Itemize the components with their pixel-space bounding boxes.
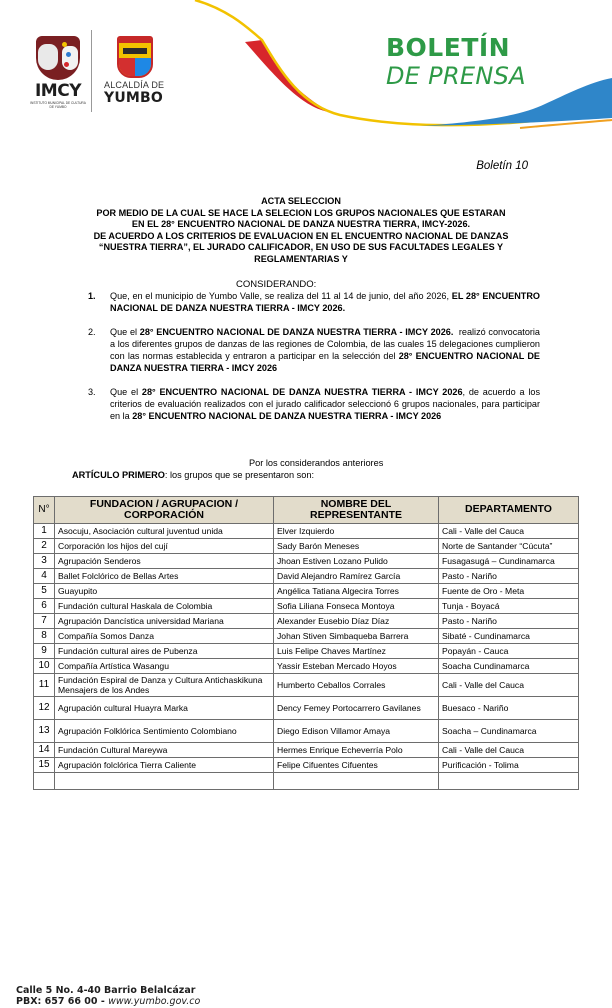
table-body	[34, 524, 579, 790]
cell-number: 12	[34, 697, 55, 720]
cell-number: 3	[34, 554, 55, 569]
cell-representative: Yassir Esteban Mercado Hoyos	[274, 659, 439, 674]
clause-bold-text: 28° ENCUENTRO NACIONAL DE DANZA NUESTRA TIERRA - IMCY 2026	[110, 351, 540, 373]
cell-number: 9	[34, 644, 55, 659]
table-row	[34, 584, 579, 599]
cell-organization: Fundación cultural aires de Pubenza	[55, 644, 274, 659]
clause-bold-text: EL 28° ENCUENTRO NACIONAL DE DANZA NUESTRA TIERRA - IMCY 2026.	[110, 291, 540, 313]
cell-organization: Fundación Espiral de Danza y Cultura Antichaskikuna Mensajers de los Andes	[55, 674, 274, 697]
clause-bold-text: 28° ENCUENTRO NACIONAL DE DANZA NUESTRA TIERRA - IMCY 2026.	[139, 327, 454, 337]
page-header	[0, 0, 612, 130]
heading-line: DE ACUERDO A LOS CRITERIOS DE EVALUACION EN EL ENCUENTRO NACIONAL DE DANZAS	[93, 230, 509, 241]
clause-item	[88, 386, 540, 422]
cell-organization: Compañía Somos Danza	[55, 629, 274, 644]
column-header-representative: NOMBRE DEL REPRESENTANTE	[274, 497, 439, 524]
table-row	[34, 599, 579, 614]
table-header-row	[34, 497, 579, 524]
cell-number: 6	[34, 599, 55, 614]
cell-number: 13	[34, 720, 55, 743]
cell-organization: Agrupación Dancística universidad Mariana	[55, 614, 274, 629]
empty-cell	[34, 773, 55, 790]
cell-department: Soacha – Cundinamarca	[439, 720, 579, 743]
cell-representative: Luis Felipe Chaves Martínez	[274, 644, 439, 659]
clause-number: 3.	[88, 387, 96, 397]
clause-bold-text: 28° ENCUENTRO NACIONAL DE DANZA NUESTRA TIERRA - IMCY 2026	[141, 387, 463, 397]
cell-representative: Angélica Tatiana Algecira Torres	[274, 584, 439, 599]
clause-bold-text: 28° ENCUENTRO NACIONAL DE DANZA NUESTRA TIERRA - IMCY 2026	[132, 411, 442, 421]
table-row	[34, 629, 579, 644]
cell-number: 8	[34, 629, 55, 644]
cell-department: Popayán - Cauca	[439, 644, 579, 659]
cell-representative: Hermes Enrique Echeverría Polo	[274, 743, 439, 758]
clause-text: , de acuerdo a los criterios de evaluación realizados con el jurado calificador seleccionó 6 grupos nacionales, para participar en la	[110, 387, 540, 421]
cell-number: 2	[34, 539, 55, 554]
table-row	[34, 614, 579, 629]
groups-table	[33, 496, 579, 790]
cell-department: Norte de Santander “Cúcuta”	[439, 539, 579, 554]
cell-organization: Fundación Cultural Mareywa	[55, 743, 274, 758]
empty-cell	[55, 773, 274, 790]
swoosh-red-shape	[245, 40, 330, 112]
clause-item	[88, 290, 540, 314]
yumbo-coat-of-arms-icon	[117, 36, 153, 78]
table-row-empty	[34, 773, 579, 790]
cell-representative: David Alejandro Ramírez García	[274, 569, 439, 584]
cell-representative: Humberto Ceballos Corrales	[274, 674, 439, 697]
logo-divider	[91, 30, 92, 112]
cell-representative: Sofia Liliana Fonseca Montoya	[274, 599, 439, 614]
cell-representative: Johan Stiven Simbaqueba Barrera	[274, 629, 439, 644]
clause-text: Que, en el municipio de Yumbo Valle, se realiza del 11 al 14 de junio, del año 2026,	[110, 291, 452, 301]
cell-organization: Corporación los hijos del cují	[55, 539, 274, 554]
cell-number: 15	[34, 758, 55, 773]
cell-organization: Compañía Artística Wasangu	[55, 659, 274, 674]
cell-representative: Alexander Eusebio Díaz Díaz	[274, 614, 439, 629]
cell-organization: Fundación cultural Haskala de Colombia	[55, 599, 274, 614]
cell-organization: Agrupación Folklórica Sentimiento Colombiano	[55, 720, 274, 743]
brand-subtitle: DE PRENSA	[386, 62, 526, 90]
imcy-acronym: IMCY	[34, 81, 82, 101]
column-header-department: DEPARTAMENTO	[439, 497, 579, 524]
cell-department: Cali - Valle del Cauca	[439, 674, 579, 697]
table-row	[34, 697, 579, 720]
heading-line: EN EL 28° ENCUENTRO NACIONAL DE DANZA NUESTRA TIERRA, IMCY-2026.	[131, 219, 471, 229]
considerando-label: CONSIDERANDO:	[236, 279, 317, 290]
cell-department: Cali - Valle del Cauca	[439, 524, 579, 539]
cell-department: Pasto - Nariño	[439, 569, 579, 584]
heading-line: REGLAMENTARIAS Y	[254, 253, 348, 264]
clause-number: 1.	[88, 291, 96, 301]
table-row	[34, 659, 579, 674]
cell-representative: Felipe Cifuentes Cifuentes	[274, 758, 439, 773]
cell-number: 5	[34, 584, 55, 599]
cell-organization: Ballet Folclórico de Bellas Artes	[55, 569, 274, 584]
cell-department: Buesaco - Nariño	[439, 697, 579, 720]
heading-line: ACTA SELECCION	[261, 196, 341, 206]
clauses-list	[88, 290, 543, 434]
table-row	[34, 720, 579, 743]
empty-cell	[439, 773, 579, 790]
cell-department: Fuente de Oro - Meta	[439, 584, 579, 599]
cell-organization: Agrupación cultural Huayra Marka	[55, 697, 274, 720]
table-row	[34, 758, 579, 773]
document-heading	[70, 196, 532, 265]
por-los-considerandos: Por los considerandos anteriores	[249, 458, 384, 468]
yumbo-logo-top-line: ALCALDÍA DE	[104, 80, 165, 90]
cell-department: Sibaté - Cundinamarca	[439, 629, 579, 644]
yumbo-logo-name: YUMBO	[104, 90, 164, 106]
articulo-primero	[72, 470, 314, 480]
imcy-shield-icon	[36, 36, 80, 80]
table-row	[34, 674, 579, 697]
clause-item	[88, 326, 543, 374]
footer-phone: PBX: 657 66 00 -	[16, 996, 109, 1007]
cell-number: 1	[34, 524, 55, 539]
footer-contact	[16, 996, 200, 1007]
cell-representative: Elver Izquierdo	[274, 524, 439, 539]
brand-title: BOLETÍN	[386, 33, 511, 62]
footer-website-link[interactable]: www.yumbo.gov.co	[108, 996, 201, 1007]
column-header-number: N°	[34, 497, 55, 524]
cell-organization: Guayupito	[55, 584, 274, 599]
clause-number: 2.	[88, 327, 96, 337]
cell-representative: Sady Barón Meneses	[274, 539, 439, 554]
clause-text: realizó convocatoria a los diferentes grupos de danzas de las regiones de Colombia, de las cuales 15 delegaciones cumplieron con las normas establecida y entraron a participar en la selección del	[110, 327, 543, 361]
cell-number: 14	[34, 743, 55, 758]
table-row	[34, 644, 579, 659]
clause-text: Que el	[110, 327, 140, 337]
cell-department: Purificación - Tolima	[439, 758, 579, 773]
cell-representative: Diego Edison Villamor Amaya	[274, 720, 439, 743]
cell-representative: Dency Femey Portocarrero Gavilanes	[274, 697, 439, 720]
cell-number: 10	[34, 659, 55, 674]
cell-department: Pasto - Nariño	[439, 614, 579, 629]
cell-number: 11	[34, 674, 55, 697]
cell-organization: Agrupación Senderos	[55, 554, 274, 569]
cell-representative: Jhoan Estiven Lozano Pulido	[274, 554, 439, 569]
empty-cell	[274, 773, 439, 790]
heading-line: POR MEDIO DE LA CUAL SE HACE LA SELECION LOS GRUPOS NACIONALES QUE ESTARAN	[96, 207, 506, 218]
cell-number: 4	[34, 569, 55, 584]
cell-organization: Agrupación folclórica Tierra Caliente	[55, 758, 274, 773]
bulletin-number: Boletín 10	[476, 160, 528, 172]
table-row	[34, 569, 579, 584]
imcy-logo	[30, 36, 86, 112]
yumbo-logo	[98, 34, 168, 110]
heading-line: “NUESTRA TIERRA”, EL JURADO CALIFICADOR, EN USO DE SUS FACULTADES LEGALES Y	[98, 242, 504, 252]
table-row	[34, 524, 579, 539]
imcy-subtitle: INSTITUTO MUNICIPAL DE CULTURA DE YUMBO	[30, 101, 86, 109]
cell-department: Cali - Valle del Cauca	[439, 743, 579, 758]
cell-department: Soacha Cundinamarca	[439, 659, 579, 674]
cell-number: 7	[34, 614, 55, 629]
clause-text: Que el	[110, 387, 142, 397]
cell-organization: Asocuju, Asociación cultural juventud unida	[55, 524, 274, 539]
footer-address: Calle 5 No. 4-40 Barrio Belalcázar	[16, 985, 196, 996]
articulo-text: : los grupos que se presentaron son:	[164, 470, 315, 480]
cell-department: Fusagasugá – Cundinamarca	[439, 554, 579, 569]
articulo-label: ARTÍCULO PRIMERO	[72, 470, 165, 480]
table-row	[34, 554, 579, 569]
cell-department: Tunja - Boyacá	[439, 599, 579, 614]
table-row	[34, 743, 579, 758]
column-header-organization: FUNDACION / AGRUPACION / CORPORACIÓN	[55, 497, 274, 524]
table-row	[34, 539, 579, 554]
